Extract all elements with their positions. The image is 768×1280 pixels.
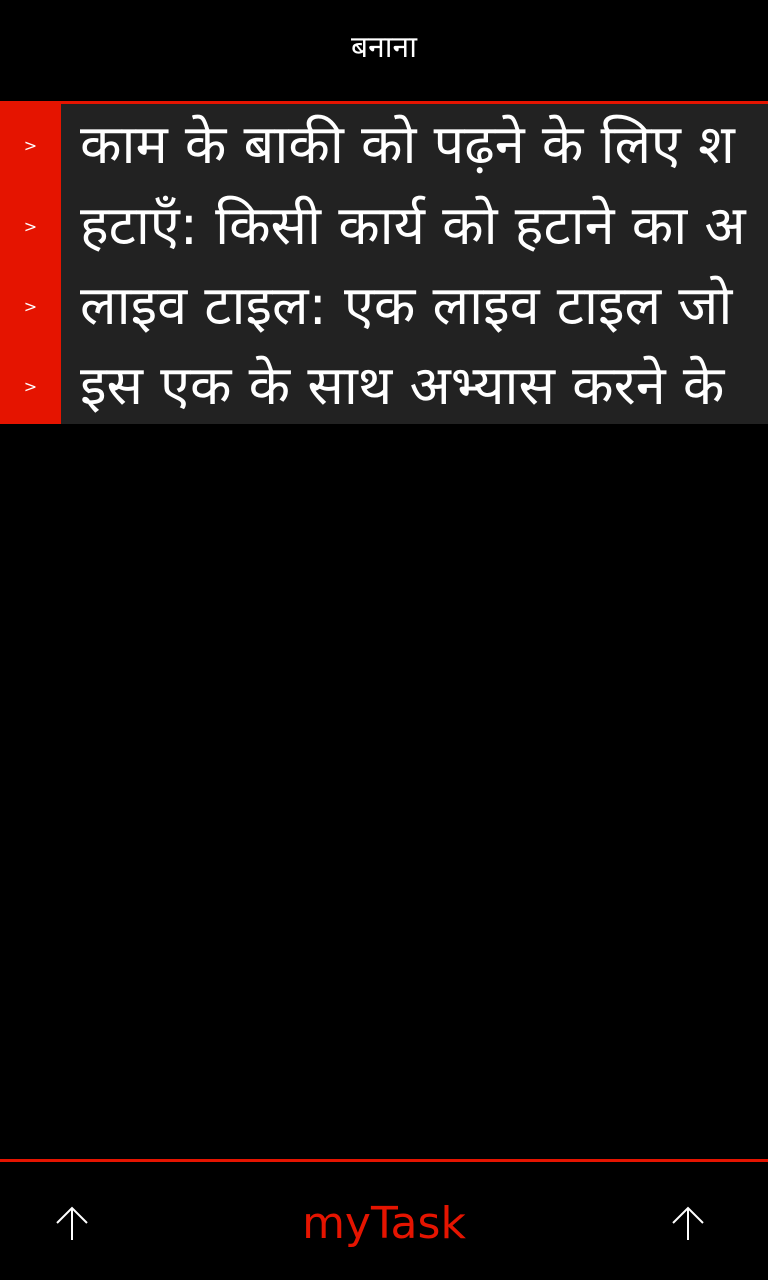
- task-text[interactable]: इस एक के साथ अभ्यास करने के: [80, 354, 725, 417]
- expand-button[interactable]: >: [0, 346, 61, 424]
- expand-button[interactable]: >: [0, 186, 61, 266]
- expand-button[interactable]: >: [0, 266, 61, 346]
- task-text[interactable]: लाइव टाइल: एक लाइव टाइल जो: [80, 274, 733, 337]
- task-row[interactable]: [0, 346, 768, 424]
- scroll-up-button-right[interactable]: [668, 1204, 708, 1244]
- expand-button[interactable]: >: [0, 104, 61, 186]
- task-text[interactable]: काम के बाकी को पढ़ने के लिए श: [80, 113, 735, 176]
- arrow-up-icon: [670, 1206, 706, 1242]
- bottom-app-bar: [0, 1162, 768, 1280]
- task-row[interactable]: [0, 266, 768, 346]
- task-text[interactable]: हटाएँ: किसी कार्य को हटाने का अ: [80, 194, 746, 257]
- task-row[interactable]: [0, 104, 768, 186]
- app-brand: myTask: [302, 1198, 466, 1249]
- task-row[interactable]: [0, 186, 768, 266]
- task-list: [0, 101, 768, 424]
- page-title: बनाना: [351, 30, 417, 65]
